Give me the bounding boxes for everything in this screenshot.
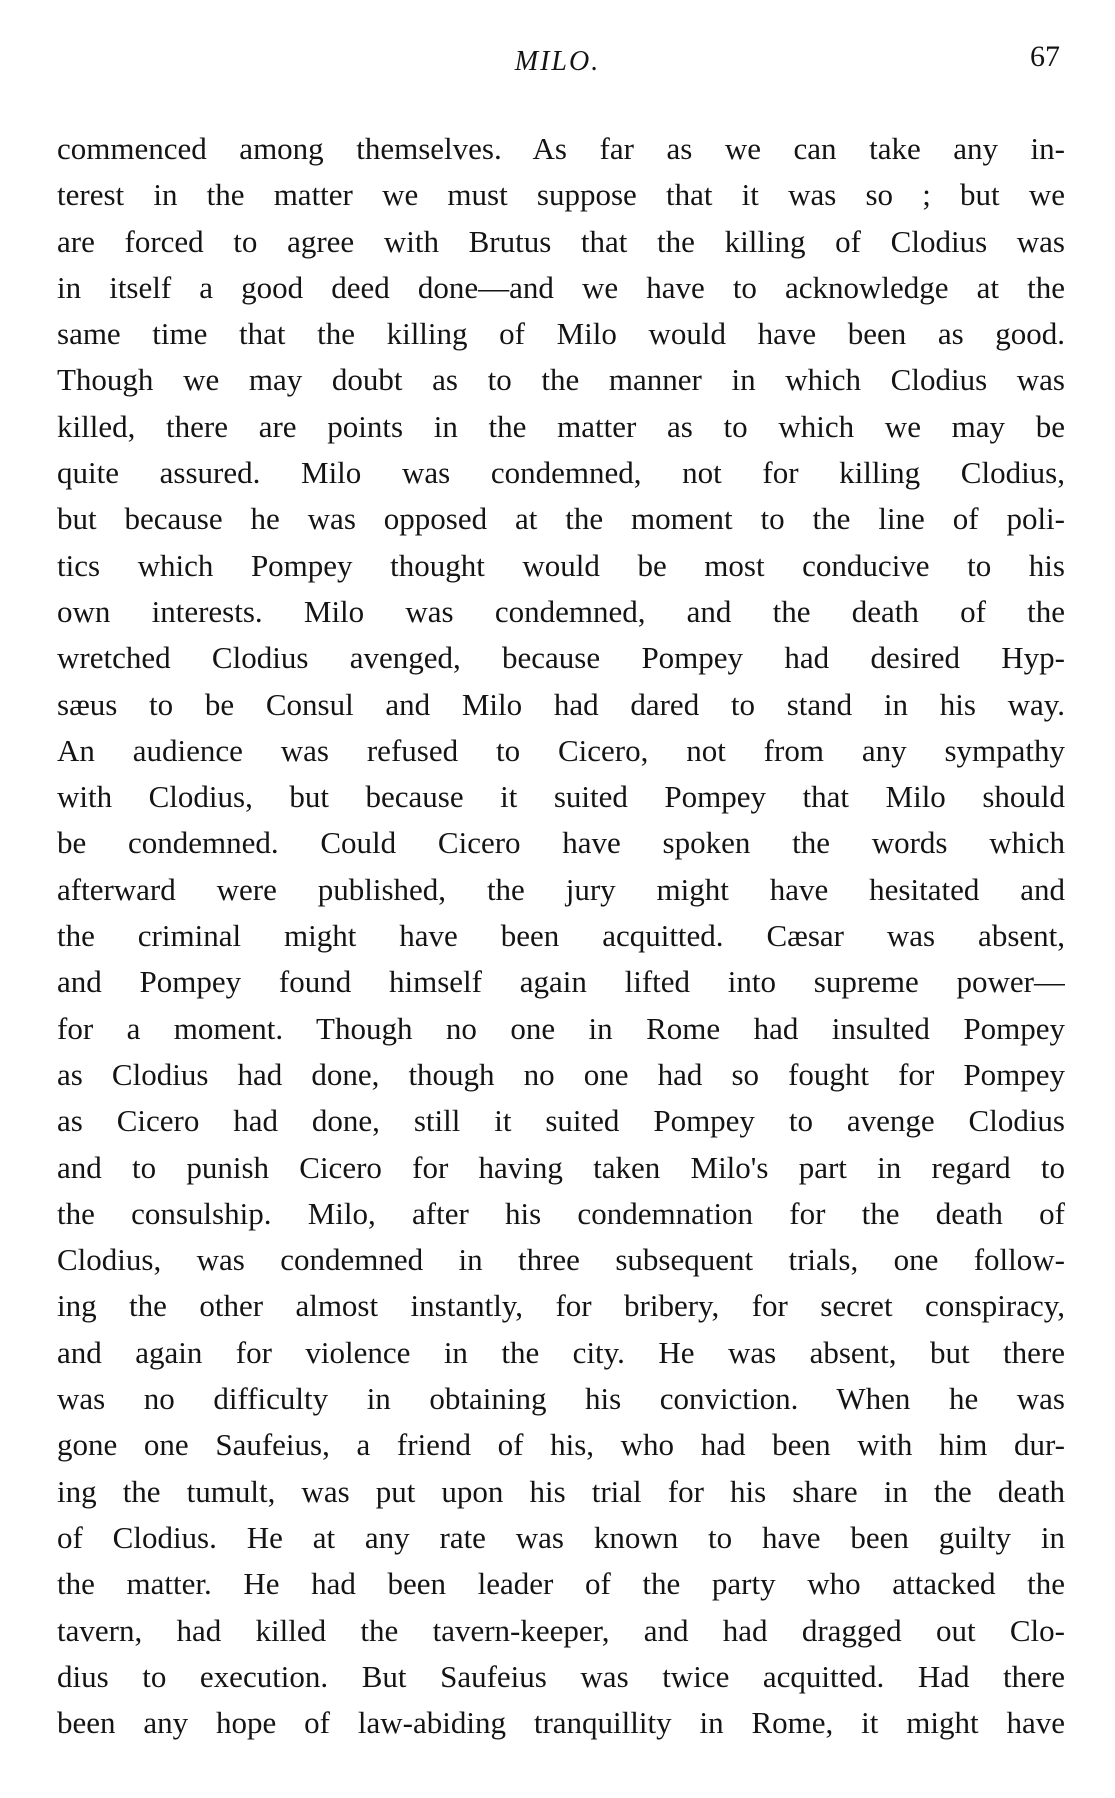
text-line: but because he was opposed at the moment to the line of poli- xyxy=(57,501,1065,537)
text-line: been any hope of law-abiding tranquillity in Rome, it might have xyxy=(57,1705,1065,1741)
text-line: the criminal might have been acquitted. Cæsar was absent, xyxy=(57,918,1065,954)
text-line: wretched Clodius avenged, because Pompey had desired Hyp- xyxy=(57,640,1065,676)
text-line: the matter. He had been leader of the party who attacked the xyxy=(57,1566,1065,1602)
text-line: are forced to agree with Brutus that the killing of Clodius was xyxy=(57,223,1065,259)
text-line: commenced among themselves. As far as we can take any in- xyxy=(57,131,1065,166)
text-line: Though we may doubt as to the manner in which Clodius was xyxy=(57,362,1065,398)
body-text xyxy=(57,126,1065,1746)
text-line: and again for violence in the city. He was absent, but there xyxy=(57,1334,1065,1370)
text-line: An audience was refused to Cicero, not from any sympathy xyxy=(57,732,1065,768)
text-line: quite assured. Milo was condemned, not for killing Clodius, xyxy=(57,455,1065,491)
text-line: sæus to be Consul and Milo had dared to stand in his way. xyxy=(57,686,1065,722)
text-line: terest in the matter we must suppose that it was so ; but we xyxy=(57,177,1065,213)
running-title: MILO. xyxy=(514,46,601,77)
text-line: Clodius, was condemned in three subsequent trials, one follow- xyxy=(57,1242,1065,1278)
text-line: for a moment. Though no one in Rome had insulted Pompey xyxy=(57,1010,1065,1046)
text-line: and Pompey found himself again lifted into supreme power— xyxy=(57,964,1065,1000)
text-line: with Clodius, but because it suited Pompey that Milo should xyxy=(57,779,1065,815)
text-line: in itself a good deed done—and we have to acknowledge at the xyxy=(57,269,1065,305)
text-line: as Cicero had done, still it suited Pompey to avenge Clodius xyxy=(57,1103,1065,1139)
text-line: tavern, had killed the tavern-keeper, and had dragged out Clo- xyxy=(57,1612,1065,1648)
text-line: tics which Pompey thought would be most conducive to his xyxy=(57,547,1065,583)
text-line: afterward were published, the jury might have hesitated and xyxy=(57,871,1065,907)
text-line: as Clodius had done, though no one had so fought for Pompey xyxy=(57,1056,1065,1092)
text-line: same time that the killing of Milo would have been as good. xyxy=(57,316,1065,352)
text-line: ing the other almost instantly, for bribery, for secret conspiracy, xyxy=(57,1288,1065,1324)
text-line: gone one Saufeius, a friend of his, who had been with him dur- xyxy=(57,1427,1065,1463)
text-line: and to punish Cicero for having taken Milo's part in regard to xyxy=(57,1149,1065,1185)
page-number: 67 xyxy=(1030,40,1060,73)
text-line: dius to execution. But Saufeius was twice acquitted. Had there xyxy=(57,1658,1065,1694)
text-line: ing the tumult, was put upon his trial for his share in the death xyxy=(57,1473,1065,1509)
text-line: was no difficulty in obtaining his conviction. When he was xyxy=(57,1381,1065,1417)
text-line: of Clodius. He at any rate was known to have been guilty in xyxy=(57,1519,1065,1555)
text-line: the consulship. Milo, after his condemnation for the death of xyxy=(57,1195,1065,1231)
text-line: killed, there are points in the matter as to which we may be xyxy=(57,408,1065,444)
running-head xyxy=(0,40,1115,84)
text-line: be condemned. Could Cicero have spoken the words which xyxy=(57,825,1065,861)
text-line: own interests. Milo was condemned, and the death of the xyxy=(57,593,1065,629)
